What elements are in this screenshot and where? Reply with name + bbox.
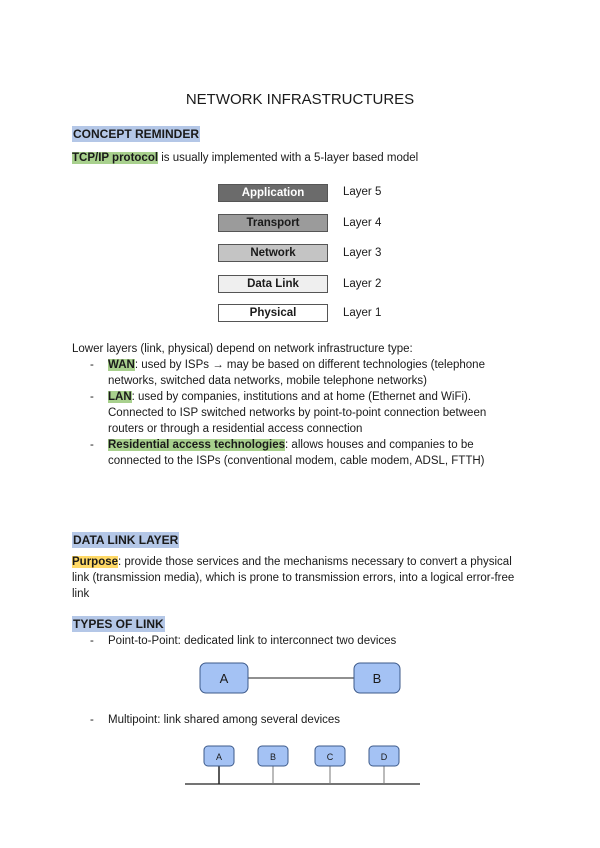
lan-term: LAN (108, 391, 132, 403)
p2p-item (72, 633, 532, 649)
layer-label-2: Layer 2 (343, 278, 382, 290)
wan-term: WAN (108, 359, 135, 371)
types-heading: TYPES OF LINK (73, 617, 164, 631)
layer-box-physical: Physical (218, 304, 328, 322)
list-item (72, 712, 532, 728)
multi-node-d-label: D (380, 752, 388, 762)
dash-marker: - (90, 359, 94, 371)
list-item (72, 389, 520, 437)
dash-marker: - (90, 391, 94, 403)
datalink-heading: DATA LINK LAYER (73, 533, 179, 547)
layer-label-4: Layer 4 (343, 217, 382, 229)
list-item (72, 357, 520, 389)
list-item (72, 633, 532, 649)
purpose-paragraph (72, 554, 522, 602)
purpose-label: Purpose (72, 556, 119, 568)
dash-marker: - (90, 439, 94, 451)
multipoint-text: Multipoint: link shared among several devices (108, 714, 341, 726)
list-item (72, 437, 520, 469)
layer-box-network: Network (218, 244, 328, 262)
concept-heading: CONCEPT REMINDER (73, 127, 200, 141)
layer-label-3: Layer 3 (343, 247, 382, 259)
dash-marker: - (90, 635, 94, 647)
p2p-diagram (190, 656, 420, 702)
datalink-section (72, 533, 179, 547)
concept-intro-text: is usually implemented with a 5-layer based model (158, 152, 419, 164)
layer-box-application: Application (218, 184, 328, 202)
layer-label-1: Layer 1 (343, 307, 382, 319)
concept-section (72, 127, 200, 141)
residential-term: Residential access technologies (108, 439, 286, 451)
p2p-node-b-label: B (372, 671, 382, 686)
p2p-node-a-label: A (219, 671, 229, 686)
multi-node-c-label: C (326, 752, 334, 762)
infrastructure-list (72, 357, 520, 469)
wan-text: : used by ISPs → may be based on different technologies (telephone networks, switched data networks, mobile telephone networks) (108, 359, 485, 387)
lower-layers-text: Lower layers (link, physical) depend on network infrastructure type: (72, 343, 413, 355)
p2p-text: Point-to-Point: dedicated link to interconnect two devices (108, 635, 397, 647)
layer-box-transport: Transport (218, 214, 328, 232)
residential-text: : allows houses and companies to be connected to the ISPs (conventional modem, cable modem, ADSL, FTTH) (108, 439, 485, 467)
multipoint-item (72, 712, 532, 728)
page-title: NETWORK INFRASTRUCTURES (185, 91, 415, 108)
multi-node-b-label: B (269, 752, 277, 762)
tcpip-highlight: TCP/IP protocol (72, 152, 159, 164)
layer-label-5: Layer 5 (343, 186, 382, 198)
concept-intro (72, 150, 542, 166)
lan-text: : used by companies, institutions and at home (Ethernet and WiFi). Connected to ISP switched networks by point-to-point connection between routers or through a residential access connection (108, 391, 487, 435)
layer-box-data-link: Data Link (218, 275, 328, 293)
multipoint-diagram (180, 738, 430, 790)
purpose-text: : provide those services and the mechanisms necessary to convert a physical link (transmission media), which is prone to transmission errors, into a logical error-free link (72, 556, 515, 600)
types-section (72, 617, 165, 631)
dash-marker: - (90, 714, 94, 726)
multi-node-a-label: A (215, 752, 223, 762)
